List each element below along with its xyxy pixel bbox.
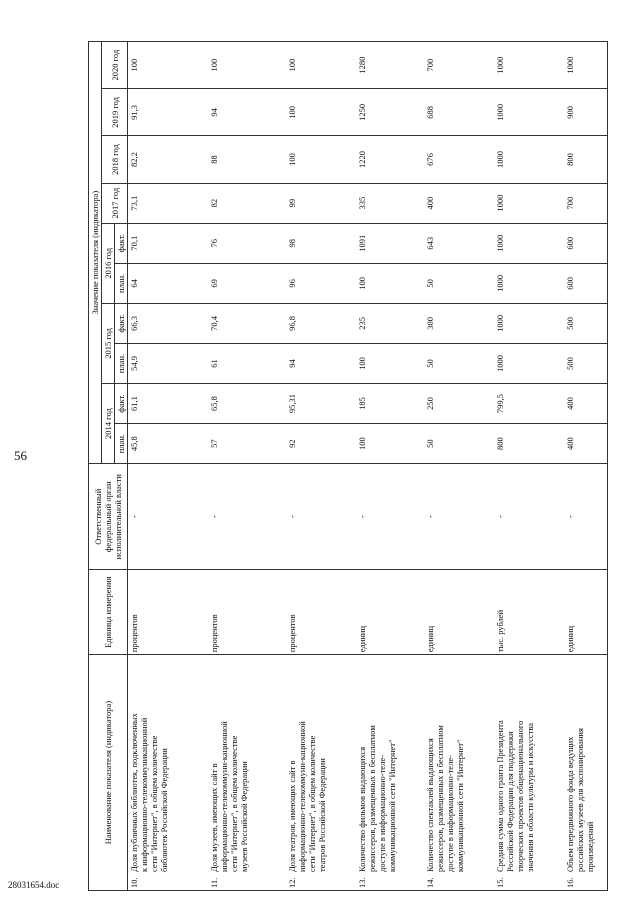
responsible-body-cell: - [494, 464, 564, 570]
unit-cell: единиц [424, 570, 494, 655]
header-2020: 2020 год [102, 42, 128, 89]
value-cell: 88 [208, 136, 286, 183]
header-plan: план. [115, 424, 128, 464]
value-cell: 100 [356, 263, 424, 303]
indicator-name: Доля музеев, имеющих сайт в информационно-телекоммуни-кационной сети "Интернет", в общем количестве музеев Российской Федерации [208, 721, 249, 872]
indicator-name: Количество спектаклей выдающихся режиссеров, размещенных в бесплатном доступе в информационно-теле-коммуникационной сети "Интернет" [424, 725, 465, 872]
unit-cell: процентов [208, 570, 286, 655]
value-cell: 1280 [356, 42, 424, 89]
value-cell: 100 [286, 42, 356, 89]
landscape-sheet [88, 41, 608, 891]
value-cell: 96 [286, 263, 356, 303]
value-cell: 96,8 [286, 303, 356, 343]
row-number: 14. [424, 877, 435, 888]
header-plan: план. [115, 343, 128, 383]
indicator-name: Объем передвижного фонда ведущих российских музеев для экспонирования произведений [564, 728, 595, 872]
value-cell: 100 [286, 136, 356, 183]
indicator-name-cell [356, 655, 424, 891]
value-cell: 235 [356, 303, 424, 343]
table-row [424, 42, 494, 891]
responsible-body-cell: - [356, 464, 424, 570]
value-cell: 335 [356, 183, 424, 223]
value-cell: 500 [564, 343, 608, 383]
value-cell: 100 [208, 42, 286, 89]
value-cell: 250 [424, 384, 494, 424]
indicator-name: Количество фильмов выдающихся режиссеров, размещенных в бесплатном доступе в информационно-теле-коммуникационной сети "Интернет" [356, 725, 397, 872]
row-number: 13. [356, 877, 367, 888]
value-cell: 82,2 [128, 136, 208, 183]
row-number: 11. [208, 877, 219, 888]
responsible-body-cell: - [208, 464, 286, 570]
value-cell: 1000 [494, 263, 564, 303]
table-row [564, 42, 608, 891]
indicator-name-cell [286, 655, 356, 891]
unit-cell: тыс. рублей [494, 570, 564, 655]
header-2014: 2014 год [102, 384, 115, 464]
responsible-body-cell: - [424, 464, 494, 570]
header-unit: Единица измерения [89, 570, 128, 655]
value-cell: 1220 [356, 136, 424, 183]
value-cell: 95,31 [286, 384, 356, 424]
value-cell: 700 [424, 42, 494, 89]
indicator-name-cell [208, 655, 286, 891]
value-cell: 70,4 [208, 303, 286, 343]
value-cell: 799,5 [494, 384, 564, 424]
value-cell: 1000 [494, 89, 564, 136]
value-cell: 1250 [356, 89, 424, 136]
header-2017: 2017 год [102, 183, 128, 223]
value-cell: 50 [424, 424, 494, 464]
value-cell: 688 [424, 89, 494, 136]
header-2016: 2016 год [102, 223, 115, 303]
value-cell: 700 [564, 183, 608, 223]
value-cell: 676 [424, 136, 494, 183]
table-row [356, 42, 424, 891]
value-cell: 400 [424, 183, 494, 223]
value-cell: 500 [564, 303, 608, 343]
value-cell: 1000 [494, 223, 564, 263]
footer-code: 28031654.doc [8, 880, 60, 890]
header-2019: 2019 год [102, 89, 128, 136]
header-value-group: Значение показателя (индикатора) [89, 42, 102, 464]
value-cell: 300 [424, 303, 494, 343]
value-cell: 1000 [494, 303, 564, 343]
value-cell: 100 [128, 42, 208, 89]
value-cell: 61 [208, 343, 286, 383]
value-cell: 50 [424, 343, 494, 383]
value-cell: 185 [356, 384, 424, 424]
unit-cell: процентов [286, 570, 356, 655]
unit-cell: единиц [356, 570, 424, 655]
value-cell: 1000 [494, 136, 564, 183]
value-cell: 61,1 [128, 384, 208, 424]
table-row [286, 42, 356, 891]
indicator-name: Доля театров, имеющих сайт в информационно-телекоммуни-кационной сети "Интернет", в общем количестве театров Российской Федерации [286, 721, 327, 872]
value-cell: 99 [286, 183, 356, 223]
value-cell: 91,3 [128, 89, 208, 136]
value-cell: 800 [494, 424, 564, 464]
table-row [128, 42, 208, 891]
table-row [208, 42, 286, 891]
row-number: 16. [564, 877, 575, 888]
header-2015: 2015 год [102, 303, 115, 383]
responsible-body-cell: - [564, 464, 608, 570]
table-body [128, 42, 608, 891]
value-cell: 100 [356, 424, 424, 464]
value-cell: 98 [286, 223, 356, 263]
indicator-name-cell [494, 655, 564, 891]
value-cell: 1091 [356, 223, 424, 263]
table-row [494, 42, 564, 891]
value-cell: 54,9 [128, 343, 208, 383]
value-cell: 76 [208, 223, 286, 263]
header-fact: факт. [115, 384, 128, 424]
row-number: 15. [494, 877, 505, 888]
header-fact: факт. [115, 303, 128, 343]
value-cell: 70,1 [128, 223, 208, 263]
header-body: Ответственный федеральный орган исполнительной власти [89, 464, 128, 570]
value-cell: 66,3 [128, 303, 208, 343]
value-cell: 600 [564, 263, 608, 303]
indicator-name-cell [564, 655, 608, 891]
value-cell: 900 [564, 89, 608, 136]
unit-cell: единиц [564, 570, 608, 655]
value-cell: 400 [564, 424, 608, 464]
responsible-body-cell: - [286, 464, 356, 570]
header-plan: план. [115, 263, 128, 303]
page-number: 56 [14, 448, 27, 463]
indicator-name: Доля публичных библиотек, подключенных к информационно-телекоммуникационной сети "Интернет", в общем количестве библиотек Российской Федерации [129, 713, 170, 872]
value-cell: 57 [208, 424, 286, 464]
value-cell: 600 [564, 223, 608, 263]
value-cell: 65,8 [208, 384, 286, 424]
value-cell: 94 [286, 343, 356, 383]
value-cell: 92 [286, 424, 356, 464]
value-cell: 400 [564, 384, 608, 424]
row-number: 12. [286, 877, 297, 888]
value-cell: 100 [356, 343, 424, 383]
value-cell: 73,1 [128, 183, 208, 223]
value-cell: 1000 [494, 42, 564, 89]
value-cell: 64 [128, 263, 208, 303]
value-cell: 45,8 [128, 424, 208, 464]
header-fact: факт. [115, 223, 128, 263]
header-name: Наименование показателя (индикатора) [89, 655, 128, 891]
value-cell: 94 [208, 89, 286, 136]
value-cell: 643 [424, 223, 494, 263]
value-cell: 69 [208, 263, 286, 303]
value-cell: 50 [424, 263, 494, 303]
responsible-body-cell: - [128, 464, 208, 570]
indicator-name-cell [424, 655, 494, 891]
value-cell: 800 [564, 136, 608, 183]
indicator-table [88, 41, 608, 891]
row-number: 10. [129, 877, 140, 888]
value-cell: 82 [208, 183, 286, 223]
value-cell: 1000 [494, 343, 564, 383]
indicator-name-cell [128, 655, 208, 891]
header-2018: 2018 год [102, 136, 128, 183]
value-cell: 1000 [564, 42, 608, 89]
indicator-name: Средняя сумма одного гранта Президента Российской Федерации для поддержки творческих проектов общенационального значения в области культуры и искусства [494, 720, 535, 872]
unit-cell: процентов [128, 570, 208, 655]
value-cell: 100 [286, 89, 356, 136]
value-cell: 1000 [494, 183, 564, 223]
